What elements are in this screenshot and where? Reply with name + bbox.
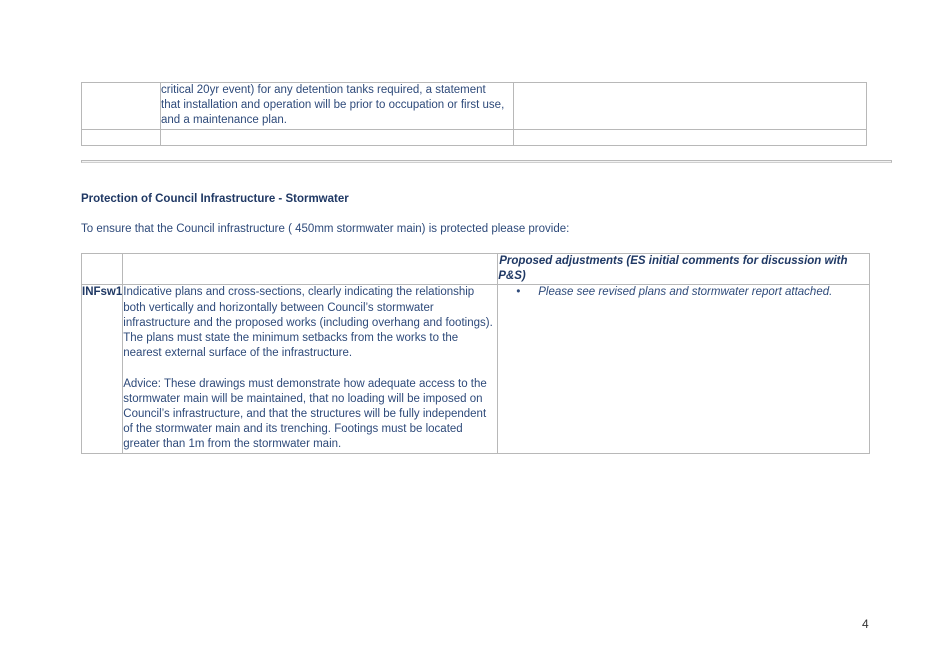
table-cell-id [82,285,123,453]
text-line: of the stormwater main and its trenching. Footings must be located [123,423,463,436]
text-line: Council’s infrastructure, and that the structures will be fully independent [123,408,487,421]
requirement-paragraph [123,285,497,361]
text-line: Advice: These drawings must demonstrate how adequate access to the [123,377,487,390]
requirement-id: INFsw1 [82,286,123,299]
response-bullet-item [498,285,869,300]
header-label: Proposed adjustments (ES initial comments for discussion with P&S) [498,255,848,283]
table-row [82,83,867,130]
text-line: infrastructure and the proposed works (including overhang and footings). [123,316,493,329]
header-cell-id [82,254,123,285]
text-line: nearest external surface of the infrastructure. [123,347,353,360]
table-cell-requirement [123,285,498,453]
section-intro: To ensure that the Council infrastructure ( 450mm stormwater main) is protected please provide: [81,223,570,235]
text-line: and a maintenance plan. [161,114,287,127]
header-cell-requirement [123,254,498,285]
table-row [82,285,870,453]
table-cell-response [498,285,870,453]
text-line: both vertically and horizontally between Council’s stormwater [123,301,434,314]
table-cell-requirement [161,83,514,130]
paragraph-gap [123,361,497,376]
text-line: stormwater main will be maintained, that no loading will be imposed on [123,392,483,405]
section-heading: Protection of Council Infrastructure - Stormwater [81,193,349,205]
page-number: 4 [862,617,869,631]
header-cell-response [498,254,870,285]
table-cell-requirement [161,130,514,146]
table-row [82,130,867,146]
continuation-table [81,82,867,146]
text-line: greater than 1m from the stormwater main. [123,438,342,451]
table-cell-id [82,130,161,146]
bullet-icon: • [516,286,521,299]
horizontal-rule [81,160,892,163]
text-line: that installation and operation will be prior to occupation or first use, [161,99,505,112]
requirements-table [81,253,870,454]
advice-paragraph [123,377,497,453]
table-cell-response [514,83,867,130]
response-text: Please see revised plans and stormwater report attached. [538,286,833,299]
table-cell-id [82,83,161,130]
table-cell-response [514,130,867,146]
text-line: Indicative plans and cross-sections, clearly indicating the relationship [123,286,475,299]
text-line: The plans must state the minimum setbacks from the works to the [123,332,459,345]
text-line: critical 20yr event) for any detention tanks required, a statement [161,84,486,96]
table-header-row [82,254,870,285]
